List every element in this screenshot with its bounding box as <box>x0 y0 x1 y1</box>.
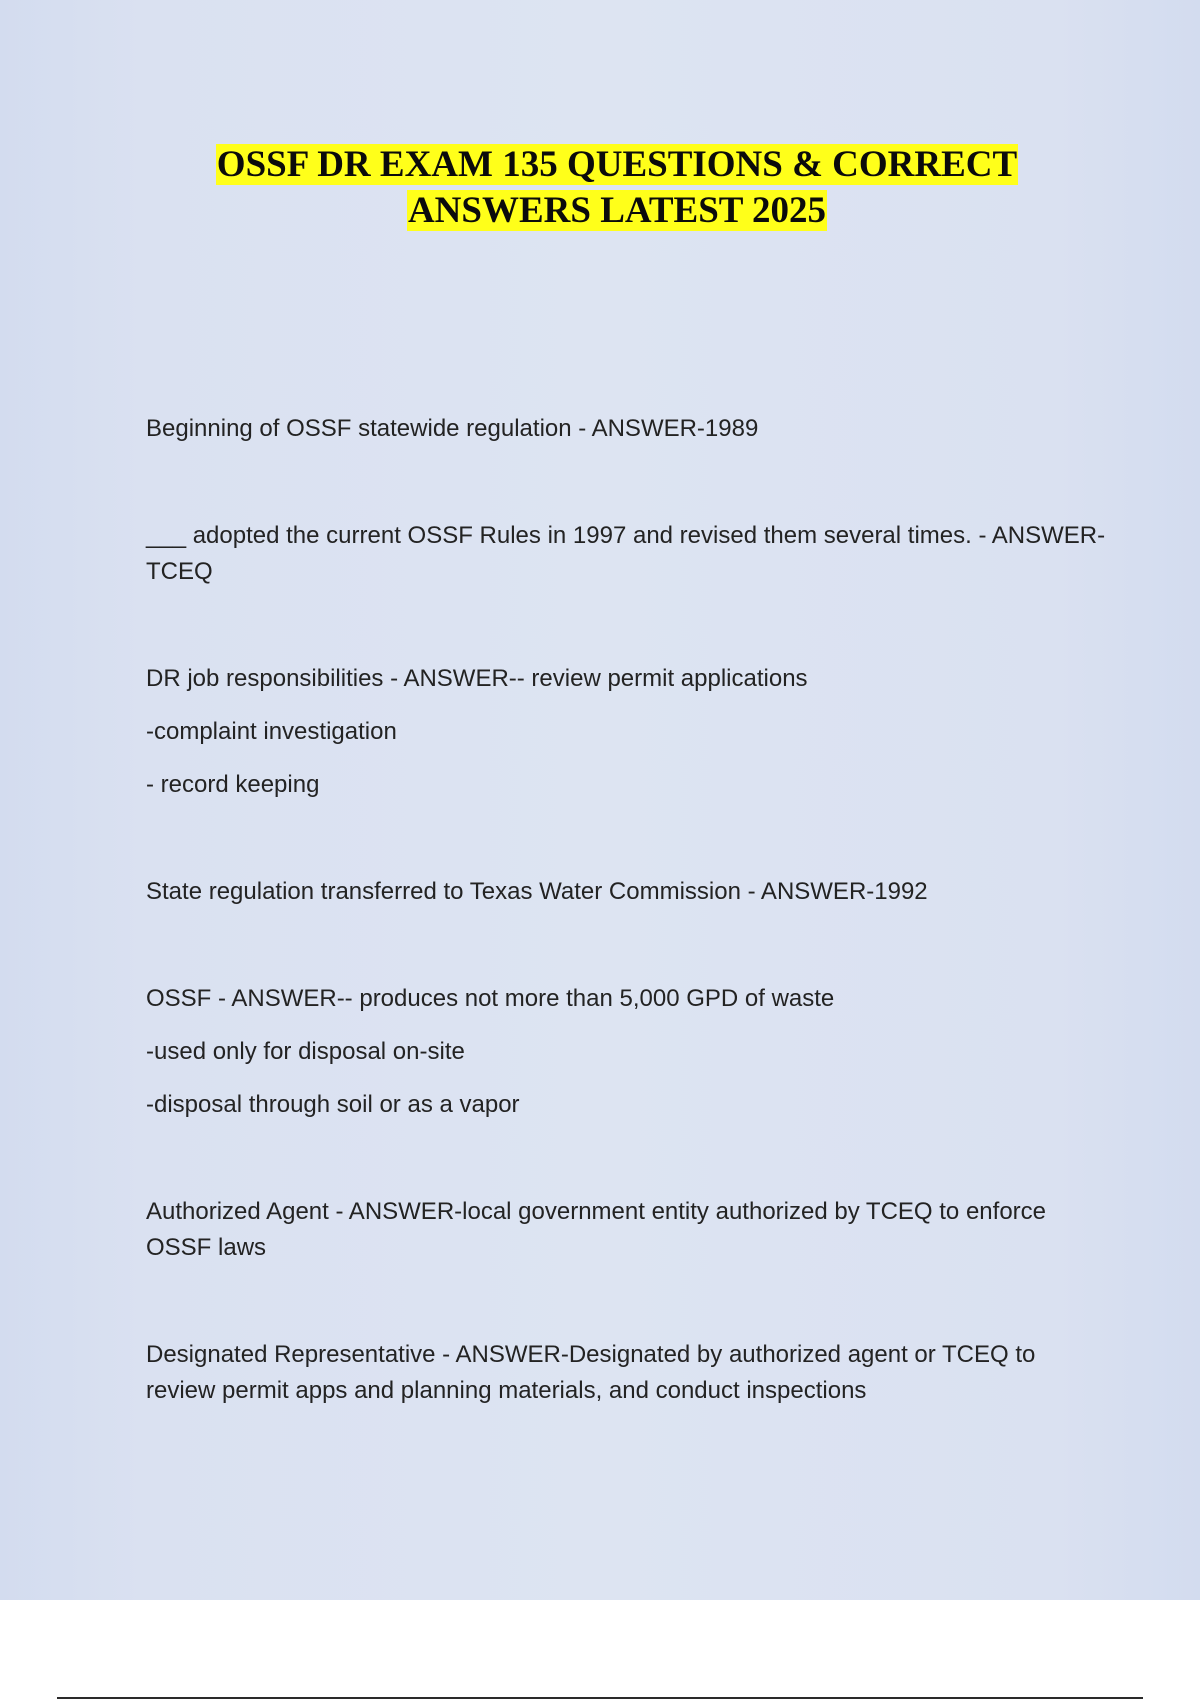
qa-line: -used only for disposal on-site <box>146 1038 465 1065</box>
qa-line: -disposal through soil or as a vapor <box>146 1091 520 1118</box>
qa-item <box>146 1194 1106 1266</box>
qa-line: Beginning of OSSF statewide regulation - ANSWER-1989 <box>146 415 759 442</box>
qa-line: State regulation transferred to Texas Water Commission - ANSWER-1992 <box>146 878 928 905</box>
bottom-divider <box>57 1697 1143 1699</box>
qa-line: -complaint investigation <box>146 718 397 745</box>
qa-line: - record keeping <box>146 771 320 798</box>
qa-line: DR job responsibilities - ANSWER-- review permit applications <box>146 665 808 692</box>
qa-item <box>146 411 1106 447</box>
qa-item <box>146 874 1106 910</box>
qa-list <box>146 411 1106 1480</box>
qa-line: OSSF - ANSWER-- produces not more than 5,000 GPD of waste <box>146 985 835 1012</box>
title-line-2: ANSWERS LATEST 2025 <box>407 190 827 231</box>
document-title <box>0 142 1200 234</box>
title-line-1: OSSF DR EXAM 135 QUESTIONS & CORRECT <box>216 144 1018 185</box>
qa-item <box>146 1337 1106 1409</box>
qa-item <box>146 981 1106 1123</box>
qa-line: Authorized Agent - ANSWER-local government entity authorized by TCEQ to enforce OSSF laws <box>146 1198 1046 1261</box>
qa-line: ___ adopted the current OSSF Rules in 1997 and revised them several times. - ANSWER-TCEQ <box>146 522 1106 585</box>
qa-item <box>146 661 1106 803</box>
qa-line: Designated Representative - ANSWER-Designated by authorized agent or TCEQ to review permit apps and planning materials, and conduct inspections <box>146 1341 1036 1404</box>
qa-item <box>146 518 1106 590</box>
